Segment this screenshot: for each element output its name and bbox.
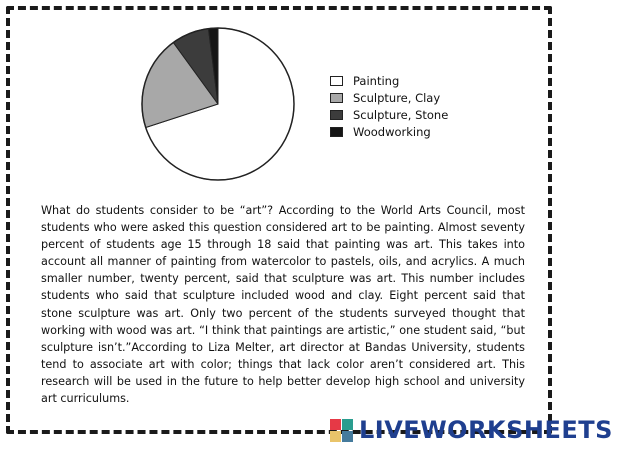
logo-square: [330, 419, 341, 430]
logo-text: LIVEWORKSHEETS: [359, 416, 613, 444]
legend-swatch: [330, 93, 343, 103]
logo-square: [342, 419, 353, 430]
pie-chart: [140, 26, 296, 182]
logo-square: [330, 431, 341, 442]
legend-swatch: [330, 76, 343, 86]
legend-item-sculpture-clay: [330, 89, 448, 106]
legend-swatch: [330, 127, 343, 137]
legend-item-woodworking: [330, 123, 448, 140]
pie-slices: [142, 28, 294, 180]
logo-mark-icon: [330, 419, 353, 442]
legend-swatch: [330, 110, 343, 120]
legend-item-sculpture-stone: [330, 106, 448, 123]
legend-label: Sculpture, Clay: [353, 90, 441, 105]
liveworksheets-logo[interactable]: [330, 416, 613, 444]
legend-label: Painting: [353, 73, 400, 88]
chart-legend: [330, 72, 448, 140]
reading-passage: What do students consider to be “art”? According to the World Arts Council, most students who were asked this question considered art to be painting. Almost seventy percent of students age 15 through 18 said that painting was art. This takes into account all manner of painting from watercolor to pastels, oils, and acrylics. A much smaller number, twenty percent, said that sculpture was art. This number includes students who said that sculpture included wood and clay. Eight percent said that stone sculpture was art. Only two percent of the students surveyed thought that working with wood was art. “I think that paintings are artistic,” one student said, “but sculpture isn’t.”According to Liza Melter, art director at Bandas University, students tend to associate art with color; things that lack color aren’t considered art. This research will be used in the future to help better develop high school and university art curriculums.: [41, 204, 525, 406]
legend-item-painting: [330, 72, 448, 89]
legend-label: Sculpture, Stone: [353, 107, 449, 122]
legend-label: Woodworking: [353, 124, 431, 139]
logo-square: [342, 431, 353, 442]
